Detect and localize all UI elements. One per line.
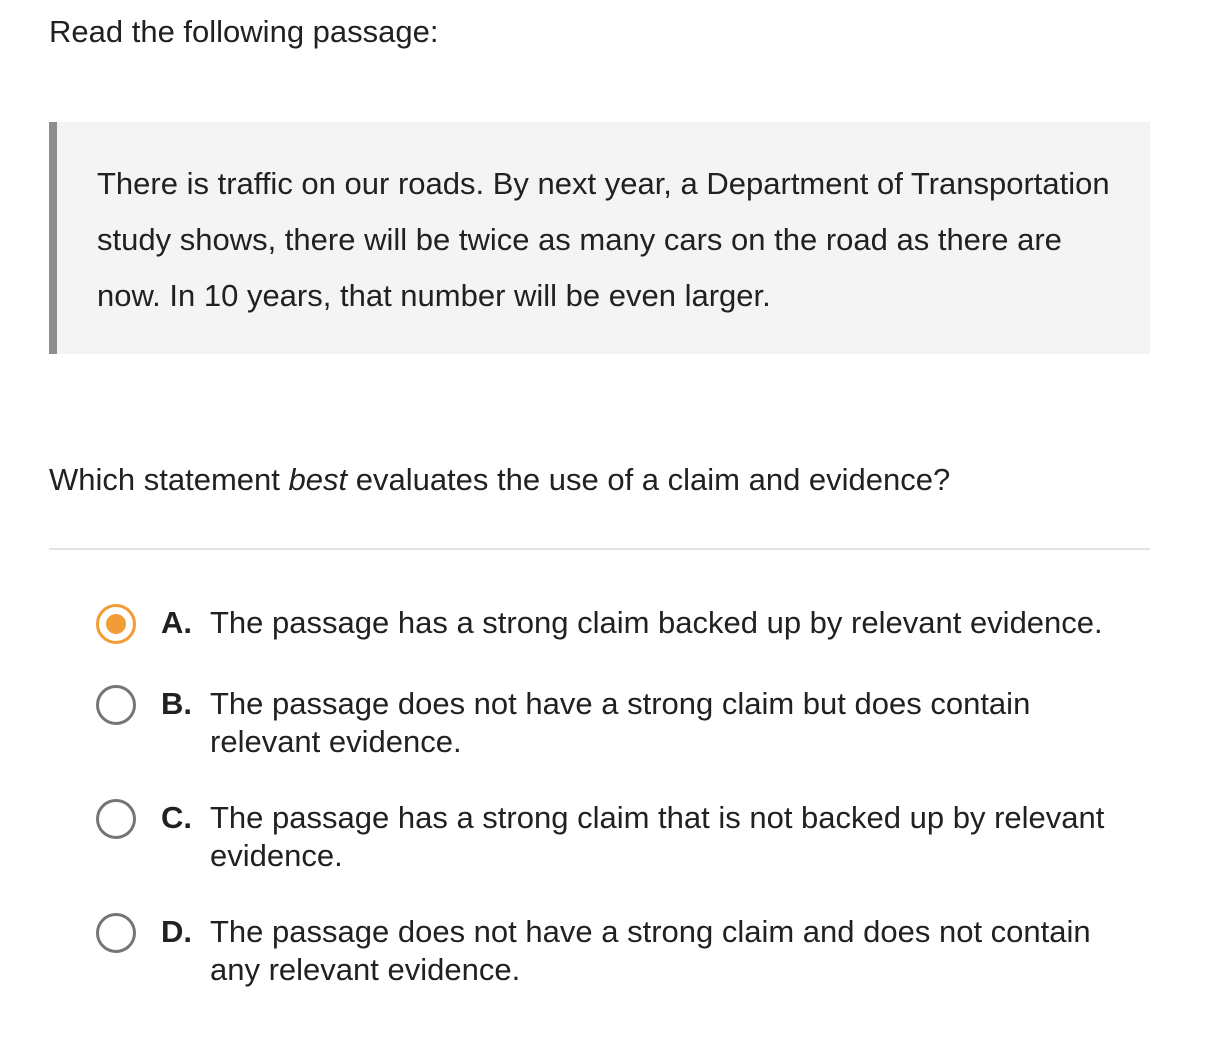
radio-selected-icon[interactable]: [96, 604, 136, 644]
passage-text: There is traffic on our roads. By next year, a Department of Transportation study shows, there will be twice as many cars on the road as there are now. In 10 years, that number will be even larger.: [97, 166, 1110, 313]
choice-letter: D.: [161, 914, 192, 949]
question-emphasis: best: [288, 462, 348, 497]
choice-a[interactable]: [96, 604, 1176, 644]
choice-text: The passage does not have a strong claim and does not contain any relevant evidence.: [210, 914, 1091, 987]
radio-icon[interactable]: [96, 685, 136, 725]
choice-text: The passage has a strong claim backed up by relevant evidence.: [210, 605, 1103, 640]
question-after: evaluates the use of a claim and evidence?: [347, 462, 951, 497]
choice-text: The passage does not have a strong claim but does contain relevant evidence.: [210, 686, 1031, 759]
choice-letter: A.: [161, 605, 192, 640]
question-text: [49, 460, 950, 500]
choice-b[interactable]: [96, 685, 1176, 761]
radio-icon[interactable]: [96, 913, 136, 953]
question-before: Which statement: [49, 462, 289, 497]
choice-c[interactable]: [96, 799, 1176, 875]
choice-letter: C.: [161, 800, 192, 835]
radio-icon[interactable]: [96, 799, 136, 839]
choice-d[interactable]: [96, 913, 1176, 989]
choice-text: The passage has a strong claim that is not backed up by relevant evidence.: [210, 800, 1105, 873]
choice-letter: B.: [161, 686, 192, 721]
divider: [49, 548, 1150, 550]
passage-block: [49, 122, 1150, 354]
intro-text: Read the following passage:: [49, 14, 439, 49]
